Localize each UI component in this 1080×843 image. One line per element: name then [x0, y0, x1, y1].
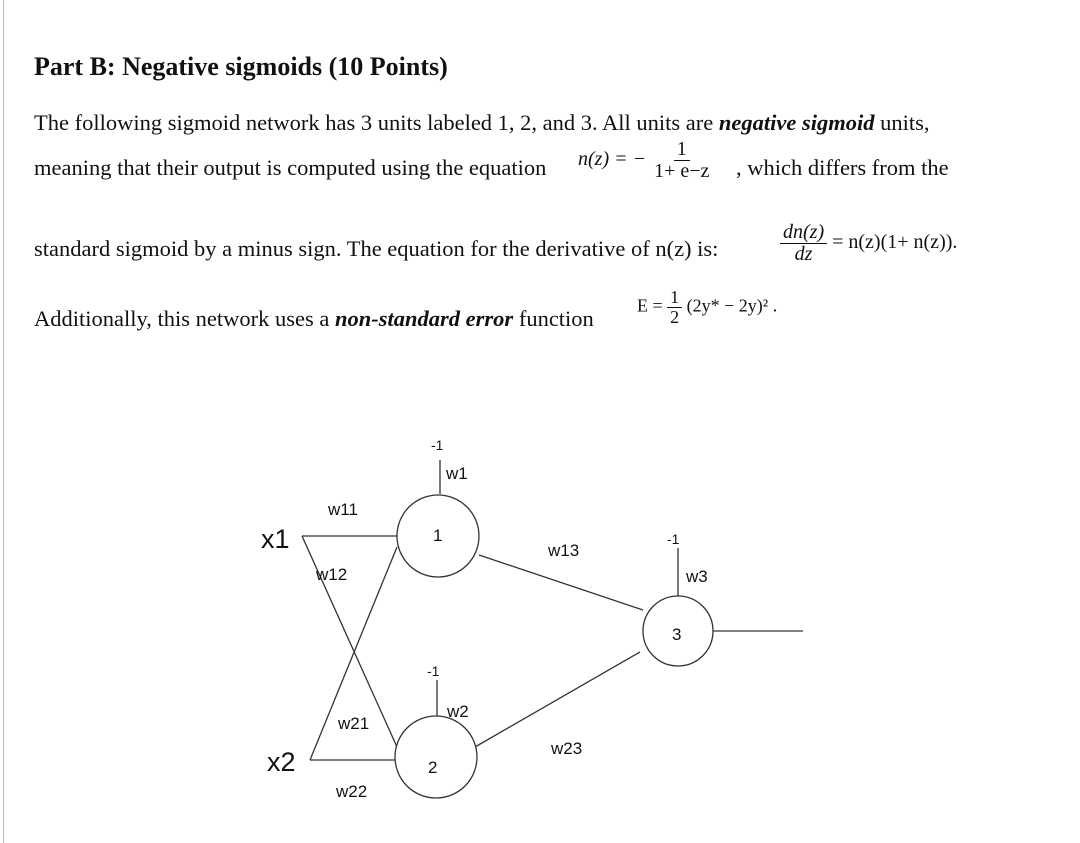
weight-w13-label: w13	[548, 541, 580, 560]
unit-2-label: 2	[428, 758, 438, 777]
weight-w11-label: w11	[328, 500, 358, 519]
weight-w21-label: w21	[338, 714, 370, 733]
edge-w23	[475, 652, 640, 747]
paragraph-1-text: The following sigmoid network has 3 units labeled 1, 2, and 3. All units are	[34, 110, 719, 135]
paragraph-4-emphasis: non-standard error	[335, 306, 514, 331]
paragraph-4-text: Additionally, this network uses a	[34, 306, 336, 331]
weight-w22-label: w22	[336, 782, 368, 801]
equation-error-denominator: 2	[670, 306, 680, 327]
section-title: Part B: Negative sigmoids (10 Points)	[34, 52, 448, 81]
equation-error-lhs: E =	[637, 295, 663, 316]
weight-w1-label: w1	[446, 464, 468, 483]
equation-derivative-denominator: dz	[794, 243, 813, 265]
weight-w23-label: w23	[551, 739, 583, 758]
edge-w13	[479, 555, 643, 610]
bias-1-label: -1	[431, 437, 444, 453]
paragraph-1-tail: units,	[874, 110, 930, 135]
unit-1-label: 1	[433, 526, 443, 545]
equation-derivative-rhs: = n(z)(1+ n(z)).	[832, 231, 958, 254]
equation-n-denominator: 1+ e−z	[654, 160, 710, 182]
paragraph-4-tail: function	[513, 306, 594, 331]
unit-2-node	[395, 716, 477, 798]
input-x1-label: x1	[261, 524, 290, 554]
paragraph-3-text: standard sigmoid by a minus sign. The equation for the derivative of n(z) is:	[34, 236, 719, 261]
equation-n-lhs: n(z) = −	[578, 148, 647, 171]
paragraph-2-tail-text: , which differs from the	[736, 155, 949, 180]
equation-error-rhs: (2y* − 2y)² .	[686, 295, 778, 316]
equation-n-numerator: 1	[674, 139, 690, 161]
equation-derivative-numerator: dn(z)	[780, 222, 827, 244]
bias-3-label: -1	[667, 531, 680, 547]
bias-2-label: -1	[427, 663, 440, 679]
equation-error-numerator: 1	[667, 288, 682, 308]
unit-3-label: 3	[672, 625, 682, 644]
weight-w3-label: w3	[686, 567, 708, 586]
paragraph-2-text: meaning that their output is computed using the equation	[34, 155, 547, 180]
weight-w12-label: w12	[316, 565, 348, 584]
input-x2-label: x2	[267, 747, 296, 777]
paragraph-1-emphasis: negative sigmoid	[718, 110, 875, 135]
weight-w2-label: w2	[447, 702, 469, 721]
